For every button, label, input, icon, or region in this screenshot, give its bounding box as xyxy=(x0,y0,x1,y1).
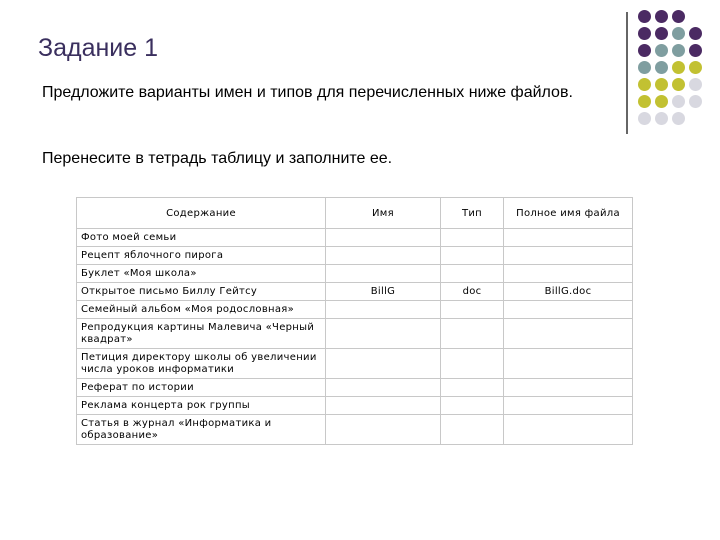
header-name: Имя xyxy=(326,198,441,229)
cell-content: Статья в журнал «Информатика и образование» xyxy=(77,415,326,445)
header-content: Содержание xyxy=(77,198,326,229)
cell-type xyxy=(441,229,504,247)
cell-name xyxy=(326,397,441,415)
decorative-dot xyxy=(638,10,651,23)
cell-type xyxy=(441,379,504,397)
decorative-dot xyxy=(638,44,651,57)
header-fullname: Полное имя файла xyxy=(504,198,633,229)
cell-name xyxy=(326,265,441,283)
table-row xyxy=(77,379,633,397)
decorative-dot xyxy=(655,95,668,108)
decorative-dot xyxy=(655,61,668,74)
decorative-dot xyxy=(689,27,702,40)
cell-content: Рецепт яблочного пирога xyxy=(77,247,326,265)
decorative-dot xyxy=(672,10,685,23)
cell-type xyxy=(441,349,504,379)
cell-name xyxy=(326,379,441,397)
cell-type xyxy=(441,265,504,283)
cell-content: Реферат по истории xyxy=(77,379,326,397)
decorative-dot xyxy=(672,95,685,108)
cell-fullname xyxy=(504,247,633,265)
cell-type xyxy=(441,247,504,265)
cell-fullname xyxy=(504,397,633,415)
cell-name xyxy=(326,301,441,319)
cell-name xyxy=(326,319,441,349)
decorative-dot xyxy=(672,61,685,74)
table-header-row xyxy=(77,198,633,229)
instruction-1: Предложите варианты имен и типов для перечисленных ниже файлов. xyxy=(42,84,573,101)
table-row xyxy=(77,247,633,265)
decorative-dot xyxy=(655,44,668,57)
cell-content: Фото моей семьи xyxy=(77,229,326,247)
cell-type xyxy=(441,415,504,445)
table-row xyxy=(77,415,633,445)
decorative-dot xyxy=(638,78,651,91)
table-row xyxy=(77,349,633,379)
cell-fullname xyxy=(504,301,633,319)
decorative-dot xyxy=(655,112,668,125)
decorative-dot xyxy=(638,112,651,125)
cell-content: Петиция директору школы об увеличении числа уроков информатики xyxy=(77,349,326,379)
decorative-dot xyxy=(672,27,685,40)
cell-fullname xyxy=(504,379,633,397)
cell-name xyxy=(326,247,441,265)
decorative-dot xyxy=(689,61,702,74)
decorative-dot xyxy=(655,10,668,23)
table-row xyxy=(77,229,633,247)
decorative-dot xyxy=(655,27,668,40)
cell-type xyxy=(441,301,504,319)
decorative-dot xyxy=(638,95,651,108)
cell-name xyxy=(326,415,441,445)
files-table xyxy=(76,197,633,445)
decorative-dot xyxy=(672,112,685,125)
cell-fullname xyxy=(504,319,633,349)
decorative-dot xyxy=(689,44,702,57)
cell-content: Открытое письмо Биллу Гейтсу xyxy=(77,283,326,301)
divider-line xyxy=(626,12,628,134)
decorative-dot xyxy=(655,78,668,91)
table-row xyxy=(77,283,633,301)
cell-fullname: BillG.doc xyxy=(504,283,633,301)
cell-content: Репродукция картины Малевича «Черный квадрат» xyxy=(77,319,326,349)
header-type: Тип xyxy=(441,198,504,229)
page-title: Задание 1 xyxy=(38,34,159,62)
cell-name xyxy=(326,349,441,379)
cell-type: doc xyxy=(441,283,504,301)
cell-fullname xyxy=(504,265,633,283)
table-row xyxy=(77,319,633,349)
decorative-dot xyxy=(689,95,702,108)
table-row xyxy=(77,301,633,319)
cell-fullname xyxy=(504,229,633,247)
table-row xyxy=(77,265,633,283)
cell-content: Реклама концерта рок группы xyxy=(77,397,326,415)
instruction-2: Перенесите в тетрадь таблицу и заполните ее. xyxy=(42,150,393,167)
cell-name xyxy=(326,229,441,247)
cell-type xyxy=(441,319,504,349)
table-row xyxy=(77,397,633,415)
decorative-dot xyxy=(672,78,685,91)
cell-type xyxy=(441,397,504,415)
decorative-dot xyxy=(638,27,651,40)
cell-name: BillG xyxy=(326,283,441,301)
cell-content: Семейный альбом «Моя родословная» xyxy=(77,301,326,319)
decorative-dot xyxy=(689,78,702,91)
cell-fullname xyxy=(504,349,633,379)
decorative-dot xyxy=(638,61,651,74)
cell-content: Буклет «Моя школа» xyxy=(77,265,326,283)
cell-fullname xyxy=(504,415,633,445)
decorative-dot xyxy=(672,44,685,57)
